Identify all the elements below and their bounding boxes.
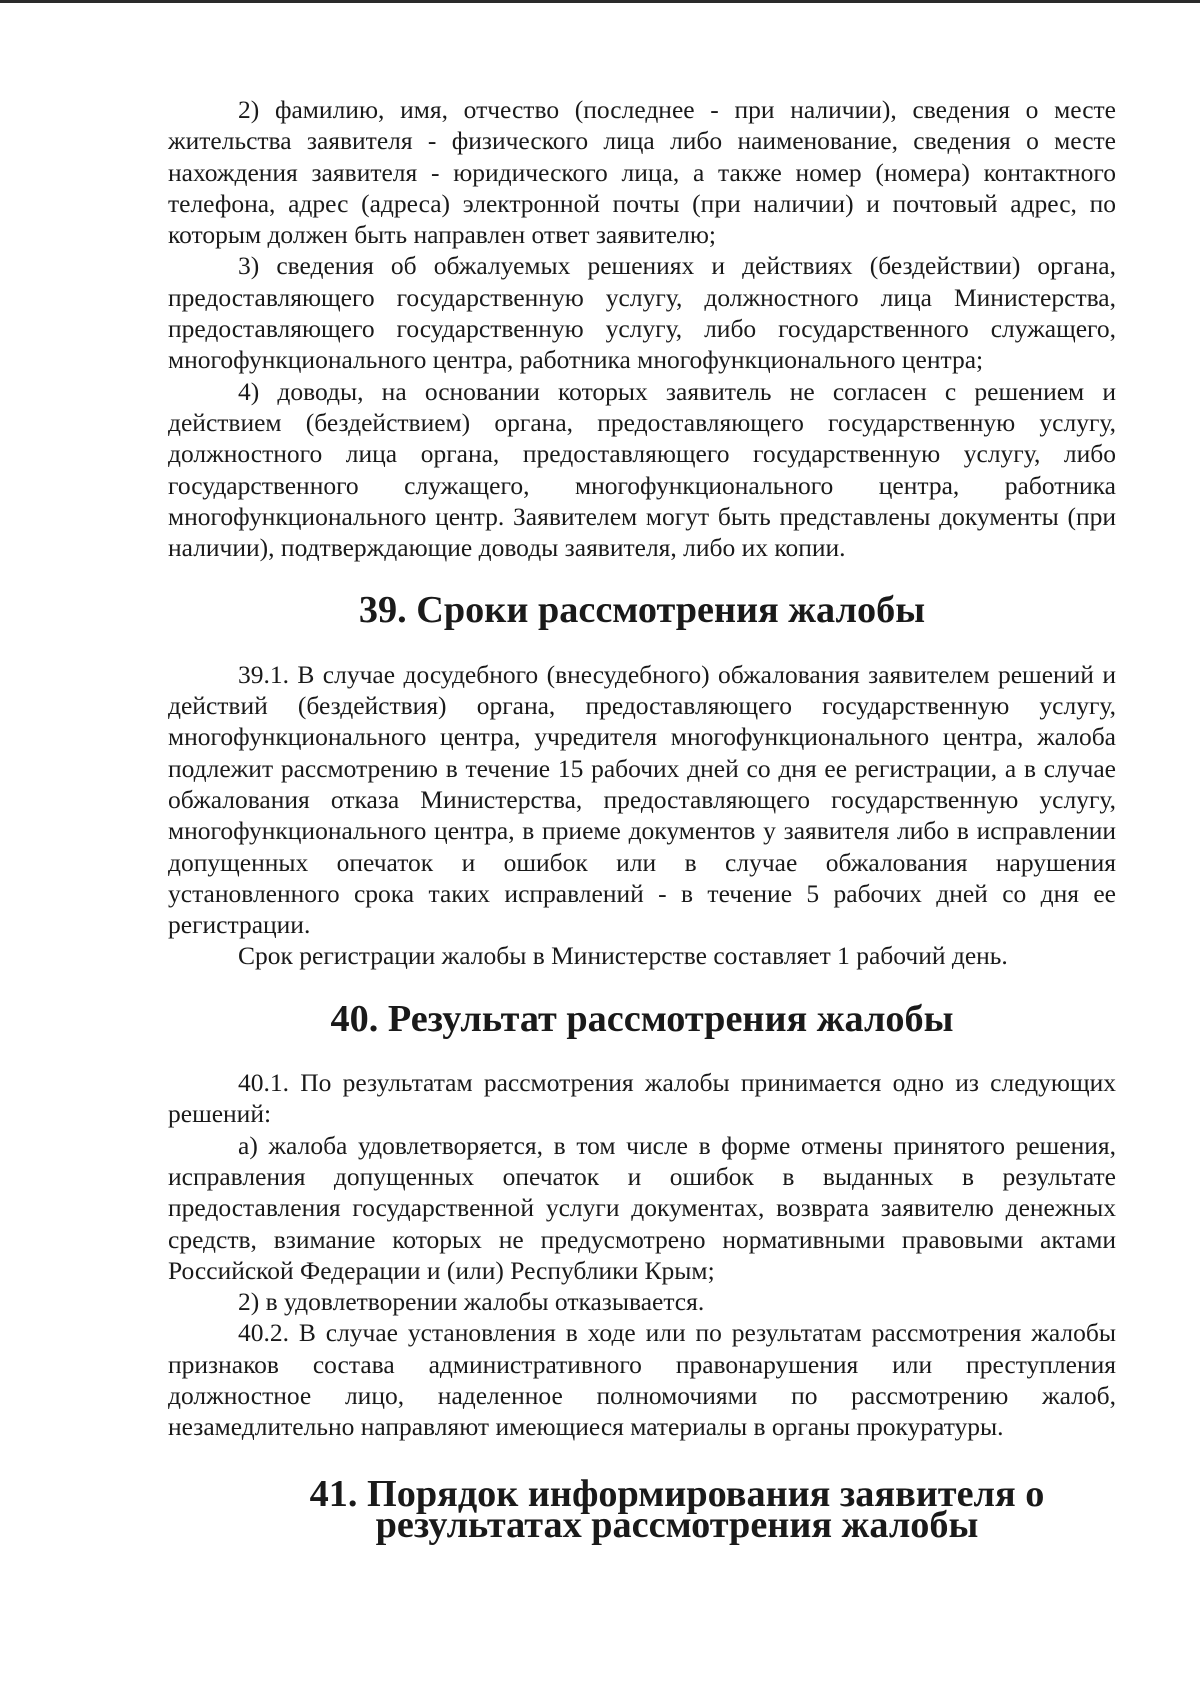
paragraph-40-1-2: 2) в удовлетворении жалобы отказывается. bbox=[238, 1287, 705, 1317]
section-41-heading: 41. Порядок информирования заявителя о результатах рассмотрения жалобы bbox=[309, 1472, 1045, 1546]
paragraph-arguments: 4) доводы, на основании которых заявитель не согласен с решением и действием (бездействием) органа, предоставляющего государственную услугу, должностного лица органа, предоставляющего государственную услугу, либо государственного служащего, многофункционального центра, работника многофункционального центр. Заявителем могут быть представлены документы (при наличии), подтверждающие доводы заявителя, либо их копии. bbox=[168, 376, 1116, 563]
paragraph-40-2: 40.2. В случае установления в ходе или по результатам рассмотрения жалобы признаков состава административного правонарушения или преступления должностное лицо, наделенное полномочиями по рассмотрению жалоб, незамедлительно направляют имеющиеся материалы в органы прокуратуры. bbox=[168, 1318, 1116, 1442]
scan-top-edge bbox=[0, 0, 1200, 3]
paragraph-39-1: 39.1. В случае досудебного (внесудебного) обжалования заявителем решений и действий (бездействия) органа, предоставляющего государственную услугу, многофункционального центра, учредителя многофункционального центра, жалоба подлежит рассмотрению в течение 15 рабочих дней со дня ее регистрации, а в случае обжалования отказа Министерства, предоставляющего государственную услугу, многофункционального центра, в приеме документов у заявителя либо в исправлении допущенных опечаток и ошибок или в случае обжалования нарушения установленного срока таких исправлений - в течение 5 рабочих дней со дня ее регистрации. bbox=[168, 659, 1116, 940]
section-40-heading: 40. Результат рассмотрения жалобы bbox=[330, 997, 954, 1040]
section-39-heading: 39. Сроки рассмотрения жалобы bbox=[358, 589, 926, 632]
paragraph-39-registration-term: Срок регистрации жалобы в Министерстве составляет 1 рабочий день. bbox=[238, 941, 1008, 971]
paragraph-40-1-a: а) жалоба удовлетворяется, в том числе в форме отмены принятого решения, исправления допущенных опечаток и ошибок в выданных в результате предоставления государственной услуги документах, возврата заявителю денежных средств, взимание которых не предусмотрено нормативными правовыми актами Российской Федерации и (или) Республики Крым; bbox=[168, 1130, 1116, 1285]
paragraph-applicant-name-address: 2) фамилию, имя, отчество (последнее - при наличии), сведения о месте жительства заявителя - физического лица либо наименование, сведения о месте нахождения заявителя - юридического лица, а также номер (номера) контактного телефона, адрес (адреса) электронной почты (при наличии) и почтовый адрес, по которым должен быть направлен ответ заявителю; bbox=[168, 95, 1116, 250]
paragraph-appealed-decisions: 3) сведения об обжалуемых решениях и действиях (бездействии) органа, предоставляющего государственную услугу, должностного лица Министерства, предоставляющего государственную услугу, либо государственного служащего, многофункционального центра, работника многофункционального центра; bbox=[168, 251, 1116, 375]
document-page bbox=[168, 94, 1116, 1546]
paragraph-40-1: 40.1. По результатам рассмотрения жалобы принимается одно из следующих решений: bbox=[168, 1068, 1116, 1129]
